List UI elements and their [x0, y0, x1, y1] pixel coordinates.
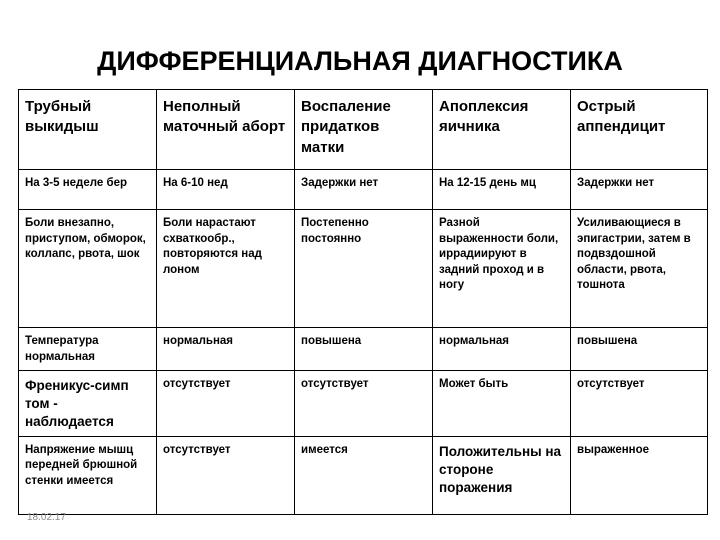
- table-cell: повышена: [295, 328, 433, 371]
- table-cell: отсутствует: [157, 371, 295, 437]
- header-cell: Апоплексия яичника: [433, 90, 571, 170]
- table-cell: Задержки нет: [571, 170, 708, 210]
- table-row: [19, 371, 708, 437]
- page-title: ДИФФЕРЕНЦИАЛЬНАЯ ДИАГНОСТИКА: [97, 46, 623, 76]
- table-cell: Задержки нет: [295, 170, 433, 210]
- table-cell: повышена: [571, 328, 708, 371]
- table-cell: отсутствует: [157, 436, 295, 514]
- table-cell: Усиливающиеся в эпигастрии, затем в подвздошной области, рвота, тошнота: [571, 210, 708, 328]
- header-cell: Воспаление придатков матки: [295, 90, 433, 170]
- table-cell: Боли внезапно, приступом, обморок, коллапс, рвота, шок: [19, 210, 157, 328]
- table-cell: нормальная: [433, 328, 571, 371]
- table-cell: Напряжение мышц передней брюшной стенки имеется: [19, 436, 157, 514]
- table-cell: На 6-10 нед: [157, 170, 295, 210]
- table-row: [19, 436, 708, 514]
- table-row: [19, 210, 708, 328]
- footer-date: 18.02.17: [27, 512, 66, 523]
- table-cell: Может быть: [433, 371, 571, 437]
- table-row: [19, 328, 708, 371]
- header-cell: Трубный выкидыш: [19, 90, 157, 170]
- table-cell: На 12-15 день мц: [433, 170, 571, 210]
- table-cell: выраженное: [571, 436, 708, 514]
- table-cell: Френикус-симп том - наблюдается: [19, 371, 157, 437]
- table-cell: имеется: [295, 436, 433, 514]
- table-cell: Постепенно постоянно: [295, 210, 433, 328]
- diagnosis-table: [18, 89, 708, 515]
- table-cell: Положительны на стороне поражения: [433, 436, 571, 514]
- table-cell: отсутствует: [295, 371, 433, 437]
- table-cell: Температура нормальная: [19, 328, 157, 371]
- table-cell: На 3-5 неделе бер: [19, 170, 157, 210]
- table-row: [19, 170, 708, 210]
- table-cell: Боли нарастают схваткообр., повторяются над лоном: [157, 210, 295, 328]
- header-cell: Неполный маточный аборт: [157, 90, 295, 170]
- table-cell: Разной выраженности боли, иррадиируют в задний проход и в ногу: [433, 210, 571, 328]
- table-header-row: [19, 90, 708, 170]
- table-cell: нормальная: [157, 328, 295, 371]
- header-cell: Острый аппендицит: [571, 90, 708, 170]
- table-cell: отсутствует: [571, 371, 708, 437]
